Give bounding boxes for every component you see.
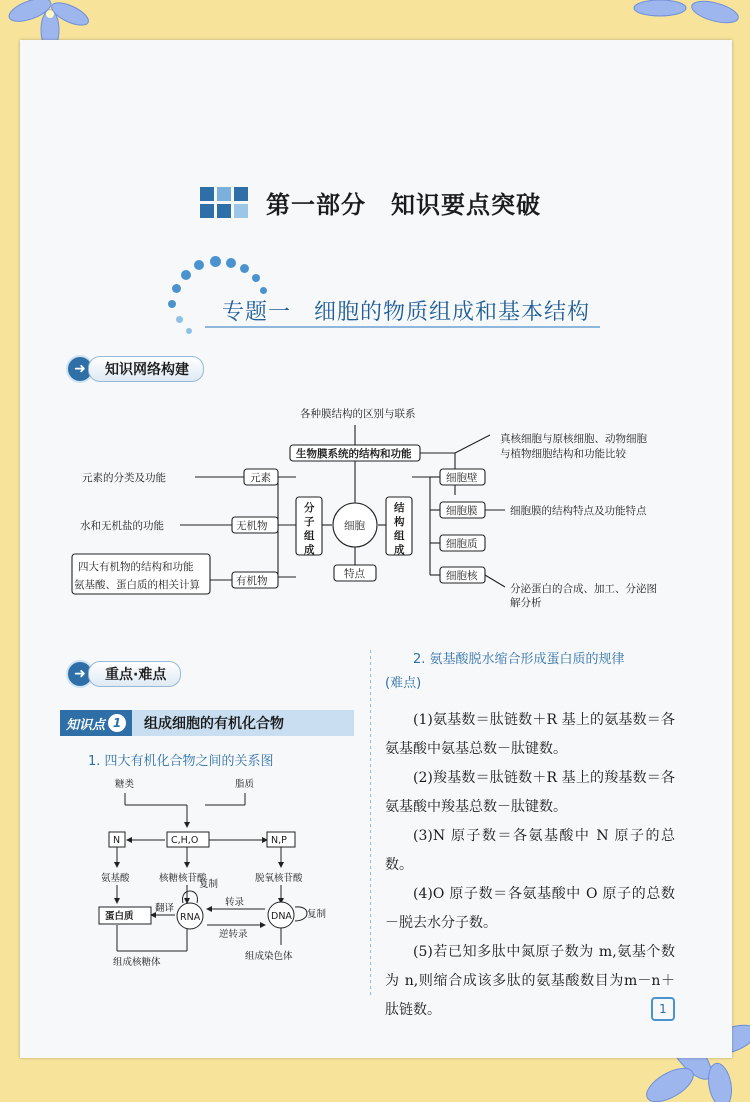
mindmap-left-node-2: 无机物 [236,520,268,532]
knowledge-mindmap [60,395,700,635]
rule-title-line-1: 2. 氨基酸脱水缩合形成蛋白质的规律 [413,652,625,667]
section-label: 知识网络构建 [88,356,204,382]
mindmap-secretion-note-2: 解分析 [510,597,542,609]
diagram-replication-right: 复制 [307,909,327,920]
arrow-right-icon: ➜ [66,660,94,688]
diagram-n-left: N [113,835,121,846]
mindmap-membrane-note: 细胞膜的结构特点及功能特点 [510,505,647,517]
section-header-key-points [66,660,181,688]
mindmap-left-node-3: 有机物 [236,575,268,587]
knowledge-point-number: 1 [108,714,126,732]
part-title-text: 第一部分 知识要点突破 [266,189,541,219]
page-number: 1 [651,997,675,1021]
diagram-dna: DNA [271,911,292,922]
mindmap-top-note: 各种膜结构的区别与联系 [300,408,416,420]
rule-title [385,648,675,696]
section-label: 重点·难点 [88,661,181,687]
mindmap-left-topic-2: 水和无机盐的功能 [80,520,164,532]
mindmap-right-note-2: 与植物细胞结构和功能比较 [500,448,626,460]
diagram-rna: RNA [180,912,201,923]
knowledge-point-bar [60,710,354,736]
mindmap-mol-3: 组 [304,530,315,542]
mindmap-right-2: 细胞膜 [446,505,478,517]
arrow-right-icon: ➜ [66,355,94,383]
diagram-chromosome: 组成染色体 [245,951,293,962]
diagram-sugar: 糖类 [115,779,135,790]
diagram-reverse-transcription: 逆转录 [219,929,248,940]
mindmap-left-topic-3b: 氨基酸、蛋白质的相关计算 [74,579,200,591]
mindmap-mol-1: 分 [304,502,315,514]
mindmap-left-topic-1: 元素的分类及功能 [82,472,166,484]
diagram-lipid: 脂质 [235,779,255,790]
diagram-protein: 蛋白质 [105,911,134,922]
mindmap-secretion-note-1: 分泌蛋白的合成、加工、分泌图 [510,583,657,595]
rule-item-2: (2)羧基数＝肽链数＋R 基上的羧基数＝各氨基酸中羧基总数－肽键数。 [385,770,675,815]
organic-compound-relation-diagram [95,775,355,975]
diagram-translation: 翻译 [155,903,175,914]
mindmap-center: 细胞 [344,520,365,532]
column-divider [370,650,371,995]
mindmap-left-node-1: 元素 [250,472,271,484]
topic-underline [205,326,600,328]
rule-item-3: (3)N 原子数＝各氨基酸中 N 原子的总数。 [385,828,675,873]
mindmap-membrane-system: 生物膜系统的结构和功能 [296,448,412,460]
rule-title-line-2: (难点) [385,676,422,691]
mindmap-mol-4: 成 [304,544,315,556]
mindmap-right-1: 细胞壁 [446,472,478,484]
mindmap-struct-3: 组 [394,530,405,542]
section-header-knowledge-network [66,355,204,383]
mindmap-struct-1: 结 [394,502,405,514]
mindmap-struct-2: 构 [394,516,405,528]
mindmap-feature: 特点 [344,568,365,580]
diagram-amino-acid: 氨基酸 [101,873,130,884]
part-title [200,182,541,222]
rule-item-5: (5)若已知多肽中氮原子数为 m,氨基个数为 n,则缩合成该多肽的氨基酸数目为m－n＋肽链数。 [385,944,675,1018]
diagram-np: N,P [271,835,287,846]
grid-blocks-icon [200,187,248,218]
knowledge-point-tag: 知识点 1 [60,710,132,736]
mindmap-right-4: 细胞核 [446,570,478,582]
mindmap-struct-4: 成 [394,544,405,556]
mindmap-right-3: 细胞质 [446,538,478,550]
rule-item-1: (1)氨基数＝肽链数＋R 基上的氨基数＝各氨基酸中氨基总数－肽键数。 [385,712,675,757]
mindmap-right-note-1: 真核细胞与原核细胞、动物细胞 [500,433,647,445]
diagram-ribonucleotide: 核糖核苷酸 [159,873,207,884]
mindmap-mol-2: 子 [304,516,315,528]
diagram-replication-top: 复制 [199,879,219,890]
diagram-transcription: 转录 [225,897,245,908]
knowledge-point-title: 组成细胞的有机化合物 [144,716,285,732]
diagram-cho: C,H,O [171,835,199,846]
diagram-ribosome: 组成核糖体 [113,957,161,968]
diagram-deoxyribonucleotide: 脱氧核苷酸 [255,873,303,884]
mindmap-left-topic-3a: 四大有机物的结构和功能 [78,561,194,573]
topic-title: 专题一 细胞的物质组成和基本结构 [222,300,591,325]
rule-list [385,706,675,1025]
subheading-relation-diagram: 1. 四大有机化合物之间的关系图 [88,754,274,769]
rule-item-4: (4)O 原子数＝各氨基酸中 O 原子的总数－脱去水分子数。 [385,886,675,931]
